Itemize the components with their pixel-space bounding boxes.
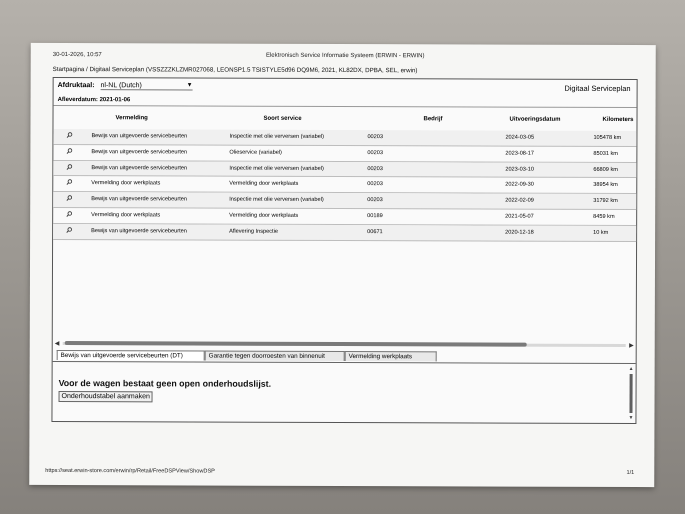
column-header[interactable]: Soort service: [263, 115, 302, 122]
table-cell-datum: 2023-08-17: [505, 150, 535, 157]
table-cell-bedrijf: 00203: [367, 149, 383, 156]
page-number: 1/1: [626, 469, 635, 477]
no-open-list-notice: Voor de wagen bestaat geen open onderhoudslijst.: [58, 378, 272, 389]
table-cell-bedrijf: 00671: [367, 228, 383, 235]
column-header[interactable]: Kilometers: [602, 116, 634, 124]
vertical-scrollbar[interactable]: [628, 366, 633, 421]
table-cell-km: 85031 km: [593, 150, 618, 157]
table-cell-datum: 2021-05-07: [505, 213, 534, 220]
table-cell-soort: Vermelding door werkplaats: [229, 212, 299, 219]
magnifier-icon[interactable]: [66, 227, 72, 233]
table-cell-soort: Olieservice (variabel): [229, 149, 282, 156]
table-cell-vermelding: Bewijs van uitgevoerde servicebeurten: [91, 196, 188, 203]
scroll-up-icon[interactable]: ▲: [628, 365, 634, 373]
service-plan-panel: [51, 77, 637, 424]
magnifier-icon[interactable]: [66, 148, 72, 154]
service-table-body: [53, 129, 636, 242]
print-url: https://seat.erwin-store.com/erwin/rp/Retail/FreeDSPView/ShowDSP: [45, 467, 215, 475]
tab-bar: [53, 350, 636, 364]
table-cell-soort: Inspectie met olie verversen (variabel): [229, 196, 324, 204]
column-header[interactable]: Uitvoeringsdatum: [509, 116, 561, 123]
table-cell-vermelding: Bewijs van uitgevoerde servicebeurten: [91, 164, 188, 172]
print-header: [52, 51, 638, 60]
scroll-down-icon[interactable]: ▼: [628, 414, 634, 422]
table-cell-datum: 2022-02-09: [505, 197, 534, 204]
table-cell-vermelding: Vermelding door werkplaats: [91, 180, 161, 187]
language-select[interactable]: [101, 82, 193, 90]
table-cell-datum: 2020-12-18: [505, 229, 534, 236]
table-cell-soort: Inspectie met olie verversen (variabel): [229, 165, 324, 172]
table-cell-km: 66809 km: [593, 166, 618, 173]
table-cell-km: 31792 km: [593, 198, 618, 205]
table-cell-km: 38954 km: [593, 182, 618, 189]
create-maintenance-table-button[interactable]: Onderhoudstabel aanmaken: [59, 391, 153, 402]
magnifier-icon[interactable]: [66, 132, 72, 138]
chevron-down-icon: ▼: [186, 82, 193, 89]
language-value: nl-NL (Dutch): [100, 82, 142, 90]
table-cell-soort: Inspectie met olie verversen (variabel): [229, 133, 324, 140]
table-cell-datum: 2022-09-30: [505, 181, 534, 189]
section-title: Digitaal Serviceplan: [564, 83, 631, 94]
table-row[interactable]: [53, 224, 636, 242]
table-cell-vermelding: Bewijs van uitgevoerde servicebeurten: [91, 227, 187, 235]
column-header[interactable]: Vermelding: [115, 115, 148, 122]
table-cell-bedrijf: 00203: [367, 181, 383, 188]
column-header[interactable]: Bedrijf: [423, 116, 443, 123]
table-cell-soort: Vermelding door werkplaats: [229, 180, 299, 188]
magnifier-icon[interactable]: [66, 211, 72, 217]
table-cell-bedrijf: 00203: [367, 165, 383, 172]
print-date: 30-01-2026, 10:57: [52, 51, 102, 59]
print-footer: [45, 468, 634, 476]
print-title: Elektronisch Service Informatie Systeem (ERWIN - ERWIN): [265, 52, 425, 60]
breadcrumb[interactable]: Startpagina / Digitaal Serviceplan (VSSZZZKLZMR027068, LEONSP1.5 TSISTYLE5d96 DQ9M6, 2021, KL82DX, DPBA, SEL, erwin): [52, 65, 418, 75]
table-cell-datum: 2023-03-10: [505, 166, 534, 173]
magnifier-icon[interactable]: [66, 164, 72, 170]
language-row: [58, 82, 633, 96]
magnifier-icon[interactable]: [66, 195, 72, 201]
scroll-thumb[interactable]: [65, 341, 527, 347]
table-cell-bedrijf: 00203: [367, 134, 384, 141]
table-cell-bedrijf: 00203: [367, 197, 383, 204]
delivery-date: Afleverdatum: 2021-01-06: [57, 97, 131, 104]
tab-garantie[interactable]: Garantie tegen doorroesten van binnenuit: [205, 351, 345, 361]
table-cell-datum: 2024-03-05: [505, 134, 535, 141]
magnifier-icon[interactable]: [66, 179, 72, 185]
table-cell-km: 10 km: [593, 229, 609, 236]
printed-page: [29, 43, 656, 487]
table-cell-vermelding: Bewijs van uitgevoerde servicebeurten: [91, 133, 188, 140]
tab-servicebeurten[interactable]: Bewijs van uitgevoerde servicebeurten (DT): [57, 350, 205, 361]
table-cell-vermelding: Vermelding door werkplaats: [91, 212, 161, 219]
scroll-right-icon[interactable]: ▶: [629, 343, 634, 350]
table-cell-km: 8459 km: [593, 213, 615, 220]
table-cell-km: 105478 km: [593, 134, 622, 141]
table-cell-bedrijf: 00189: [367, 213, 383, 220]
tab-vermelding[interactable]: Vermelding werkplaats: [345, 351, 437, 361]
table-cell-soort: Aflevering Inspectie: [229, 228, 278, 235]
language-label: Afdruktaal:: [57, 82, 95, 90]
scroll-left-icon[interactable]: ◀: [54, 340, 60, 348]
horizontal-scrollbar[interactable]: [55, 340, 634, 348]
vertical-scroll-thumb[interactable]: [629, 374, 632, 413]
table-cell-vermelding: Bewijs van uitgevoerde servicebeurten: [91, 148, 188, 156]
